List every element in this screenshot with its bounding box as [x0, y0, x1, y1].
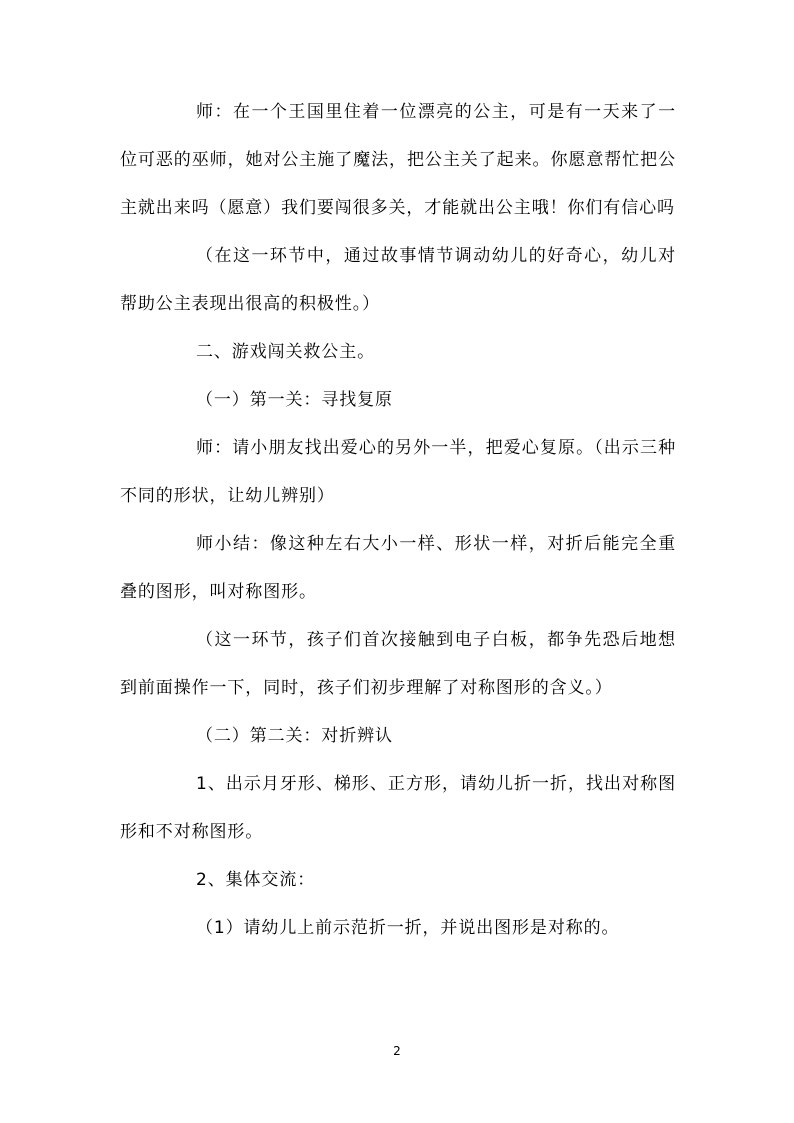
paragraph-note-whiteboard: （这一环节，孩子们首次接触到电子白板，都争先恐后地想到前面操作一下，同时，孩子们初步理解了对称图形的含义。）	[120, 630, 676, 698]
section-heading-game: 二、游戏闯关救公主。	[196, 342, 375, 362]
subsection-heading-level-one: （一）第一关：寻找复原	[196, 390, 393, 410]
list-item-group-discussion: 2、集体交流：	[196, 870, 316, 890]
page-number: 2	[393, 1044, 401, 1058]
paragraph-teacher-story: 师：在一个王国里住着一位漂亮的公主，可是有一天来了一位可恶的巫师，她对公主施了魔法，把公主关了起来。你愿意帮忙把公主就出来吗（愿意）我们要闯很多关，才能就出公主哦！你们有信心吗	[120, 102, 676, 218]
paragraph-teacher-heart: 师：请小朋友找出爱心的另外一半，把爱心复原。（出示三种不同的形状，让幼儿辨别）	[120, 438, 676, 506]
list-item-demonstration: （1）请幼儿上前示范折一折，并说出图形是对称的。	[196, 918, 620, 938]
paragraph-teacher-summary: 师小结：像这种左右大小一样、形状一样，对折后能完全重叠的图形，叫对称图形。	[120, 534, 676, 602]
document-body	[120, 88, 676, 952]
list-item-shapes: 1、出示月牙形、梯形、正方形，请幼儿折一折，找出对称图形和不对称图形。	[120, 774, 676, 842]
subsection-heading-level-two: （二）第二关：对折辨认	[196, 726, 393, 746]
paragraph-note-curiosity: （在这一环节中，通过故事情节调动幼儿的好奇心，幼儿对帮助公主表现出很高的积极性。）	[120, 246, 676, 314]
